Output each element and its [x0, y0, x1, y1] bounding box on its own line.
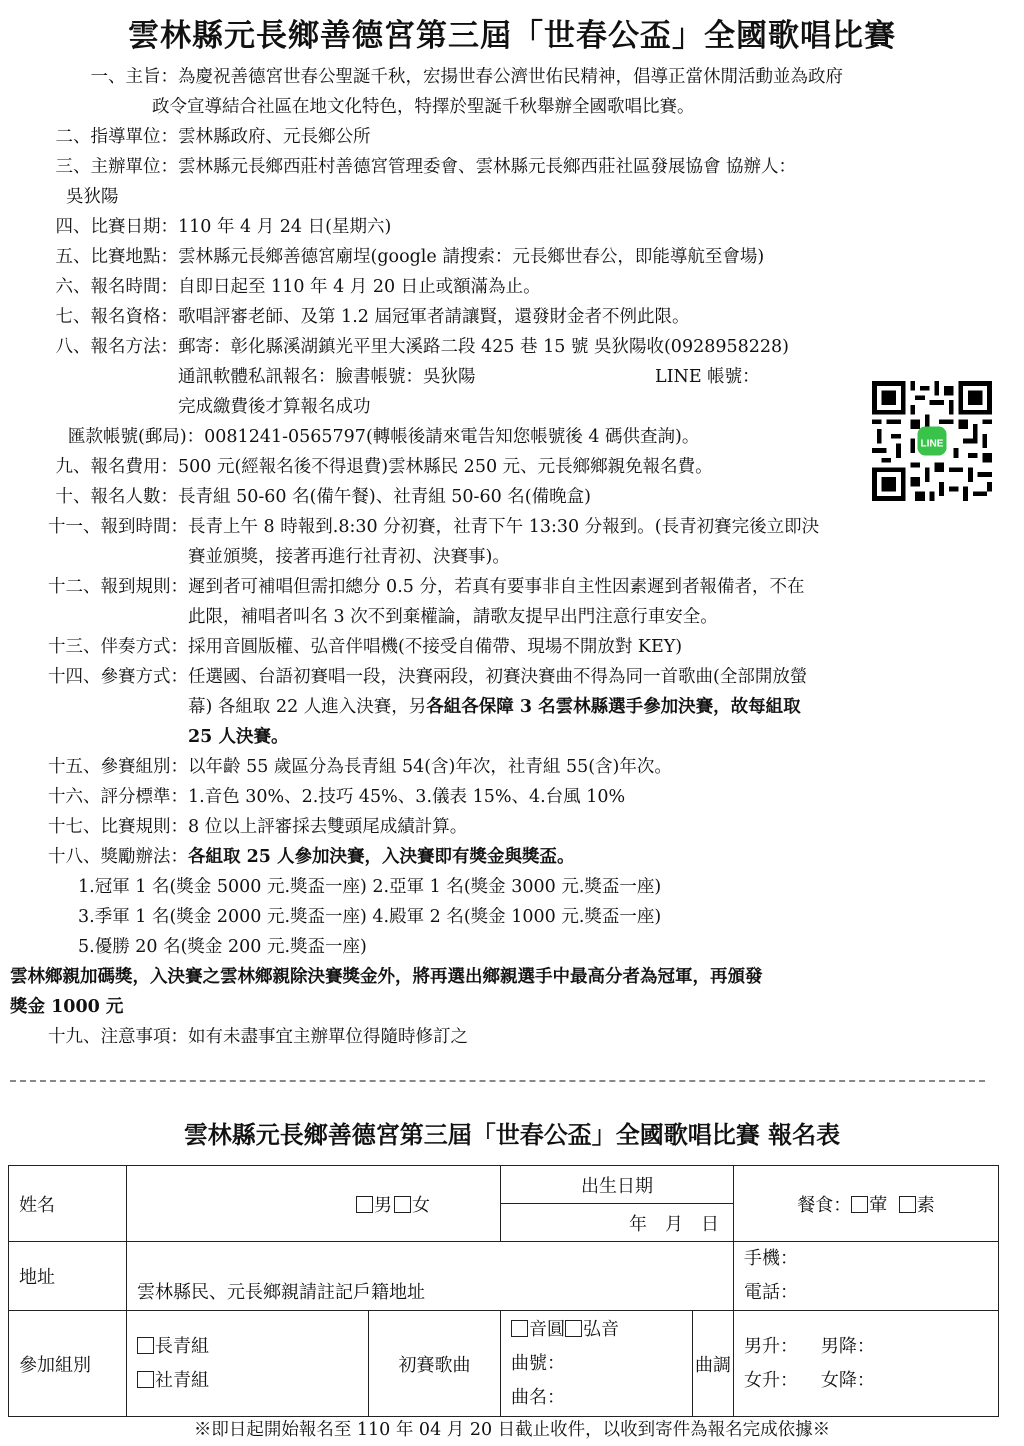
item-text: 賽並頒獎，接著再進行社青初、決賽事)。 [188, 547, 510, 567]
male-label: 男 [374, 1194, 392, 1216]
item-date [0, 212, 1024, 242]
item-label: 十四、參賽方式： [48, 667, 188, 687]
item-text: 採用音圓版權、弘音伴唱機(不接受自備帶、現場不開放對 KEY) [188, 637, 683, 657]
bonus-line [0, 992, 1024, 1022]
item-text-bold: 25 人決賽。 [188, 727, 289, 747]
song-number-label: 曲號： [511, 1352, 565, 1374]
item-text: 通訊軟體私訊報名：臉書帳號：吳狄陽 [178, 367, 476, 387]
meal-label: 餐食： [797, 1194, 852, 1216]
item-continuation [0, 722, 1024, 752]
elder-group-label: 長青組 [155, 1335, 209, 1357]
brand1-label: 音圓 [529, 1318, 565, 1340]
item-label: 五、比賽地點： [55, 247, 178, 267]
footer-note: ※即日起開始報名至 110 年 04 月 20 日截止收件，以收到寄件為報名完成依據※ [193, 1420, 831, 1440]
item-text-wrap [188, 692, 801, 722]
item-text: 自即日起至 110 年 4 月 20 日止或額滿為止。 [178, 277, 541, 297]
veg-checkbox[interactable] [899, 1196, 916, 1213]
item-label: 二、指導單位： [55, 127, 178, 147]
meat-checkbox[interactable] [851, 1196, 868, 1213]
mobile-label: 手機： [744, 1248, 798, 1269]
item-text: 完成繳費後才算報名成功 [178, 397, 371, 417]
item-accompaniment [0, 632, 1024, 662]
song-label: 初賽歌曲 [369, 1311, 501, 1417]
song-name-label: 曲名： [511, 1386, 565, 1408]
female-up-label: 女升： [744, 1369, 798, 1391]
item-label: 一、主旨： [90, 67, 178, 87]
male-down-label: 男降： [820, 1335, 875, 1357]
item-text: 長青組 50-60 名(備午餐)、社青組 50-60 名(備晚盒) [178, 487, 591, 507]
item-label: 十、報名人數： [55, 487, 178, 507]
item-text: 歌唱評審老師、及第 1.2 屆冠軍者請讓賢，還發財金者不例此限。 [178, 307, 690, 327]
item-notes [0, 1022, 1024, 1052]
item-fee [0, 452, 1024, 482]
item-groups [0, 752, 1024, 782]
item-continuation [0, 92, 1024, 122]
address-label: 地址 [9, 1242, 127, 1311]
item-text: 雲林縣元長鄉善德宮廟埕(google 請搜索：元長鄉世春公，即能導航至會場) [178, 247, 765, 267]
elder-group-checkbox[interactable] [137, 1337, 154, 1354]
item-guidance [0, 122, 1024, 152]
female-down-label: 女降： [820, 1369, 875, 1391]
meal-field [734, 1166, 999, 1242]
contact-field[interactable] [734, 1242, 999, 1311]
item-continuation [0, 422, 1024, 452]
registration-form [8, 1165, 999, 1417]
item-text: 政令宣導結合社區在地文化特色，特擇於聖誕千秋舉辦全國歌唱比賽。 [152, 97, 695, 117]
item-continuation [0, 182, 1024, 212]
bonus-text: 獎金 1000 元 [10, 997, 124, 1017]
item-label: 十五、參賽組別： [48, 757, 188, 777]
male-up-label: 男升： [744, 1335, 798, 1357]
item-label: 十六、評分標準： [48, 787, 188, 807]
item-label: 六、報名時間： [55, 277, 178, 297]
item-text: 雲林縣元長鄉西莊村善德宮管理委會、雲林縣元長鄉西莊社區發展協會 協辦人： [178, 157, 797, 177]
brand2-label: 弘音 [583, 1318, 619, 1340]
item-text: 任選國、台語初賽唱一段，決賽兩段，初賽決賽曲不得為同一首歌曲(全部開放螢 [188, 667, 808, 687]
male-checkbox[interactable] [356, 1196, 373, 1213]
name-field[interactable] [127, 1166, 501, 1242]
form-title: 雲林縣元長鄉善德宮第三屆「世春公盃」全國歌唱比賽 報名表 [183, 1121, 841, 1149]
item-text: 吳狄陽 [66, 187, 119, 207]
group-options [127, 1311, 369, 1417]
item-text: 雲林縣政府、元長鄉公所 [178, 127, 371, 147]
item-format [0, 662, 1024, 692]
rules-section [0, 62, 1024, 1052]
item-label: 四、比賽日期： [55, 217, 178, 237]
qr-code-icon [872, 381, 992, 501]
item-label: 十二、報到規則： [48, 577, 188, 597]
item-text: 以年齡 55 歲區分為長青組 54(含)年次，社青組 55(含)年次。 [188, 757, 672, 777]
bonus-line [0, 962, 1024, 992]
brand2-checkbox[interactable] [565, 1320, 582, 1337]
item-checkin-rules [0, 572, 1024, 602]
item-continuation [0, 542, 1024, 572]
song-field[interactable] [501, 1311, 693, 1417]
item-text: 110 年 4 月 24 日(星期六) [178, 217, 392, 237]
birth-date-field[interactable]: 年 月 日 [501, 1204, 734, 1242]
item-text: 此限，補唱者叫名 3 次不到棄權論，請歌友提早出門注意行車安全。 [188, 607, 718, 627]
address-field[interactable] [127, 1242, 734, 1311]
bonus-text: 雲林鄉親加碼獎，入決賽之雲林鄉親除決賽獎金外，將再選出鄉親選手中最高分者為冠軍，再頒發 [10, 967, 763, 987]
item-label: 十一、報到時間： [48, 517, 188, 537]
item-label: 三、主辦單位： [55, 157, 178, 177]
item-scoring [0, 782, 1024, 812]
address-note: 雲林縣民、元長鄉親請註記戶籍地址 [137, 1282, 425, 1303]
item-text: 如有未盡事宜主辦單位得隨時修訂之 [188, 1027, 468, 1047]
item-label: 八、報名方法： [55, 337, 178, 357]
item-text: 長青上午 8 時報到.8:30 分初賽，社青下午 13:30 分報到。(長青初賽完後立即決 [188, 517, 820, 537]
item-registration-method [0, 332, 1024, 362]
page-title: 雲林縣元長鄉善德宮第三屆「世春公盃」全國歌唱比賽 [128, 18, 896, 54]
item-organizer [0, 152, 1024, 182]
item-text-bold: 各組各保障 3 名雲林縣選手參加決賽，故每組取 [426, 697, 801, 717]
key-field[interactable] [734, 1311, 999, 1417]
name-label: 姓名 [9, 1166, 127, 1242]
item-label: 十八、獎勵辦法： [48, 847, 188, 867]
youth-group-checkbox[interactable] [137, 1371, 154, 1388]
item-text: 500 元(經報名後不得退費)雲林縣民 250 元、元長鄉鄉親免報名費。 [178, 457, 713, 477]
female-label: 女 [412, 1194, 430, 1216]
item-continuation [0, 362, 1024, 392]
line-account-label: LINE 帳號： [655, 367, 760, 387]
item-venue [0, 242, 1024, 272]
line-badge-text: LINE [920, 438, 944, 450]
item-checkin-time [0, 512, 1024, 542]
item-registration-period [0, 272, 1024, 302]
item-capacity [0, 482, 1024, 512]
award-text: 5.優勝 20 名(獎金 200 元.獎盃一座) [78, 937, 367, 957]
item-label: 十三、伴奏方式： [48, 637, 188, 657]
item-label: 九、報名費用： [55, 457, 178, 477]
meat-label: 葷 [869, 1194, 888, 1216]
item-text: 8 位以上評審採去雙頭尾成績計算。 [188, 817, 468, 837]
item-text: 為慶祝善德宮世春公聖誕千秋，宏揚世春公濟世佑民精神，倡導正當休閒活動並為政府 [178, 67, 843, 87]
item-text: 幕) 各組取 22 人進入決賽，另 [188, 697, 427, 717]
item-label: 七、報名資格： [55, 307, 178, 327]
award-line [0, 932, 1024, 962]
item-text: 郵寄：彰化縣溪湖鎮光平里大溪路二段 425 巷 15 號 吳狄陽收(0928958228) [178, 337, 789, 357]
brand1-checkbox[interactable] [511, 1320, 528, 1337]
item-text: 遲到者可補唱但需扣總分 0.5 分，若真有要事非自主性因素遲到者報備者，不在 [188, 577, 805, 597]
bank-account-text: 匯款帳號(郵局)：0081241-0565797(轉帳後請來電告知您帳號後 4 碼供查詢)。 [68, 427, 700, 447]
item-text-bold: 各組取 25 人參加決賽，入決賽即有獎金與獎盃。 [188, 847, 575, 867]
item-continuation [0, 392, 1024, 422]
award-text: 1.冠軍 1 名(獎金 5000 元.獎盃一座) 2.亞軍 1 名(獎金 3000 元.獎盃一座) [78, 877, 662, 897]
award-line [0, 902, 1024, 932]
group-label: 參加組別 [9, 1311, 127, 1417]
item-continuation [0, 692, 1024, 722]
item-eligibility [0, 302, 1024, 332]
cut-line-divider [10, 1080, 985, 1082]
item-continuation [0, 602, 1024, 632]
item-awards [0, 842, 1024, 872]
award-line [0, 872, 1024, 902]
youth-group-label: 社青組 [155, 1369, 209, 1391]
item-purpose [0, 62, 1024, 92]
birth-date-label: 出生日期 [501, 1166, 734, 1204]
key-label: 曲調 [693, 1311, 734, 1417]
veg-label: 素 [916, 1194, 935, 1216]
item-label: 十九、注意事項： [48, 1027, 188, 1047]
item-text: 1.音色 30%、2.技巧 45%、3.儀表 15%、4.台風 10% [188, 787, 626, 807]
phone-label: 電話： [744, 1282, 798, 1303]
item-label: 十七、比賽規則： [48, 817, 188, 837]
female-checkbox[interactable] [394, 1196, 411, 1213]
award-text: 3.季軍 1 名(獎金 2000 元.獎盃一座) 4.殿軍 2 名(獎金 1000 元.獎盃一座) [78, 907, 662, 927]
item-judging [0, 812, 1024, 842]
